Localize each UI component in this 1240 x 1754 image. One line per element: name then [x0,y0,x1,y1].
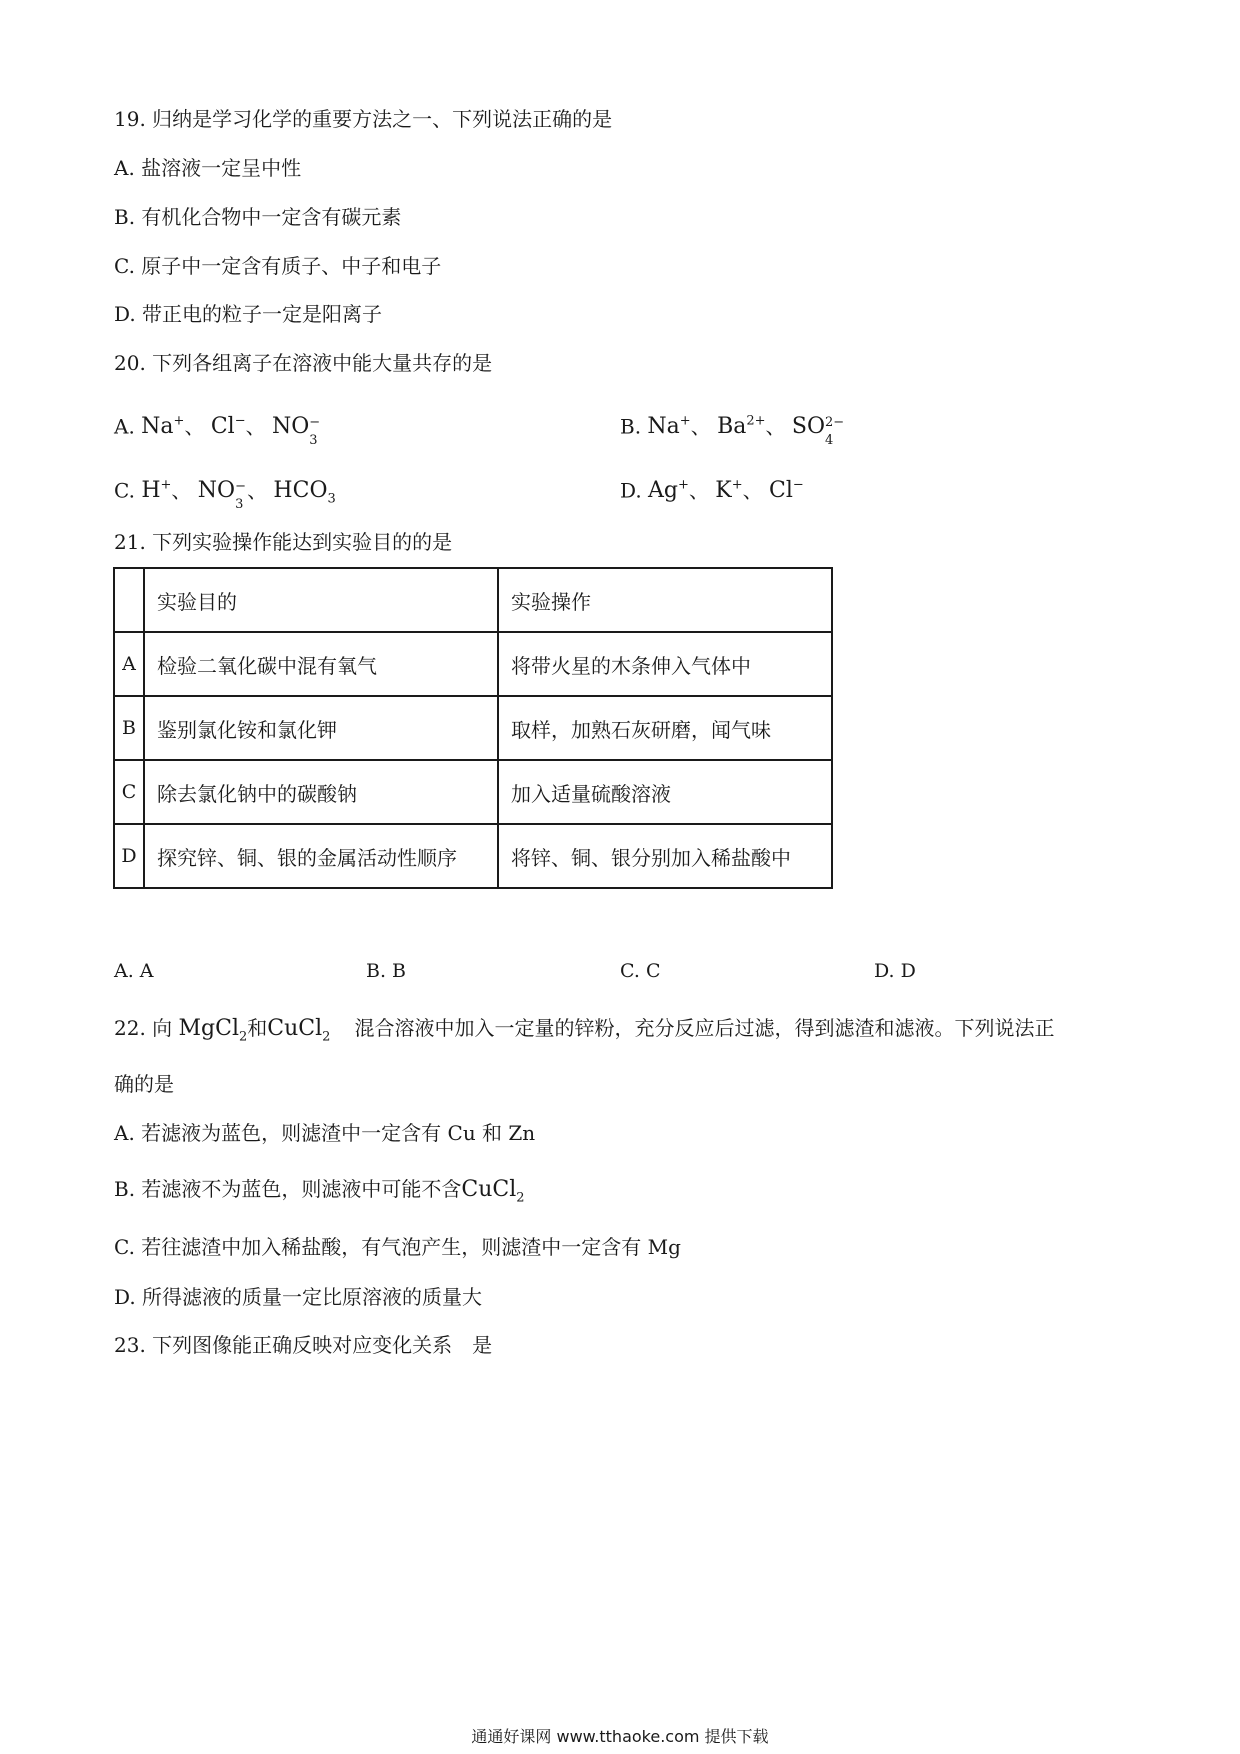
table-cell: A [114,632,144,696]
table-cell: B [114,696,144,760]
q19-stem: 19. 归纳是学习化学的重要方法之一、下列说法正确的是 [114,107,613,131]
q21-choice-b: B. B [366,960,407,982]
table-cell: 将带火星的木条伸入气体中 [498,632,832,696]
table-cell: 检验二氧化碳中混有氧气 [144,632,498,696]
table-row [114,632,832,696]
q19-option-a: A. 盐溶液一定呈中性 [114,156,302,180]
table-row [114,824,832,888]
option-label: C. [114,478,135,503]
table-header-cell: 实验操作 [498,568,832,632]
q21-stem: 21. 下列实验操作能达到实验目的的是 [114,530,453,554]
q23-stem: 23. 下列图像能正确反映对应变化关系 是 [114,1333,493,1357]
table-cell: 探究锌、铜、银的金属活动性顺序 [144,824,498,888]
table-cell: 加入适量硫酸溶液 [498,760,832,824]
experiment-table [113,567,833,889]
table-row [114,760,832,824]
q19-option-c: C. 原子中一定含有质子、中子和电子 [114,254,442,278]
q22-option-d: D. 所得滤液的质量一定比原溶液的质量大 [114,1285,483,1309]
table-cell: 除去氯化钠中的碳酸钠 [144,760,498,824]
q21-choice-c: C. C [620,960,661,982]
table-cell: C [114,760,144,824]
q19-option-d: D. 带正电的粒子一定是阳离子 [114,302,383,326]
table-cell: D [114,824,144,888]
q20-option-d: D. Ag+、 K+、 Cl− [620,478,804,504]
option-label: D. [620,478,642,503]
q20-option-c: C. H+、 NO − 3 、 $HCO_3$ [114,478,336,513]
page-footer: 通通好课网 www.tthaoke.com 提供下载 [471,1727,769,1746]
q22-stem-line2: 确的是 [114,1072,174,1096]
table-cell: 将锌、铜、银分别加入稀盐酸中 [498,824,832,888]
q22-option-a: A. 若滤液为蓝色，则滤渣中一定含有 Cu 和 Zn [114,1121,536,1145]
table-header-cell: 实验目的 [144,568,498,632]
q21-choice-d: D. D [874,960,916,982]
option-label: B. [620,414,642,439]
option-label: A. [114,414,135,439]
q20-option-a: A. Na+、 Cl−、 NO − 3 [114,414,321,449]
q22-option-b: B. 若滤液不为蓝色，则滤液中可能不含CuCl$_2$ [114,1177,525,1206]
q21-choice-a: A. A [114,960,154,982]
table-cell: 鉴别氯化铵和氯化钾 [144,696,498,760]
table-header-cell [114,568,144,632]
q22-option-c: C. 若往滤渣中加入稀盐酸，有气泡产生，则滤渣中一定含有 Mg [114,1235,681,1259]
q19-option-b: B. 有机化合物中一定含有碳元素 [114,205,402,229]
q20-stem: 20. 下列各组离子在溶液中能大量共存的是 [114,351,493,375]
table-row [114,696,832,760]
q22-stem: 22. 向 MgCl$_2$和CuCl$_2$ 混合溶液中加入一定量的锌粉，充分反应后过滤，得到滤渣和滤液。下列说法正 [114,1016,1055,1045]
q20-option-b: B. Na+、 $Ba^{2+}$、 SO 2− 4 [620,414,845,449]
table-header-row [114,568,832,632]
table-cell: 取样，加熟石灰研磨，闻气味 [498,696,832,760]
